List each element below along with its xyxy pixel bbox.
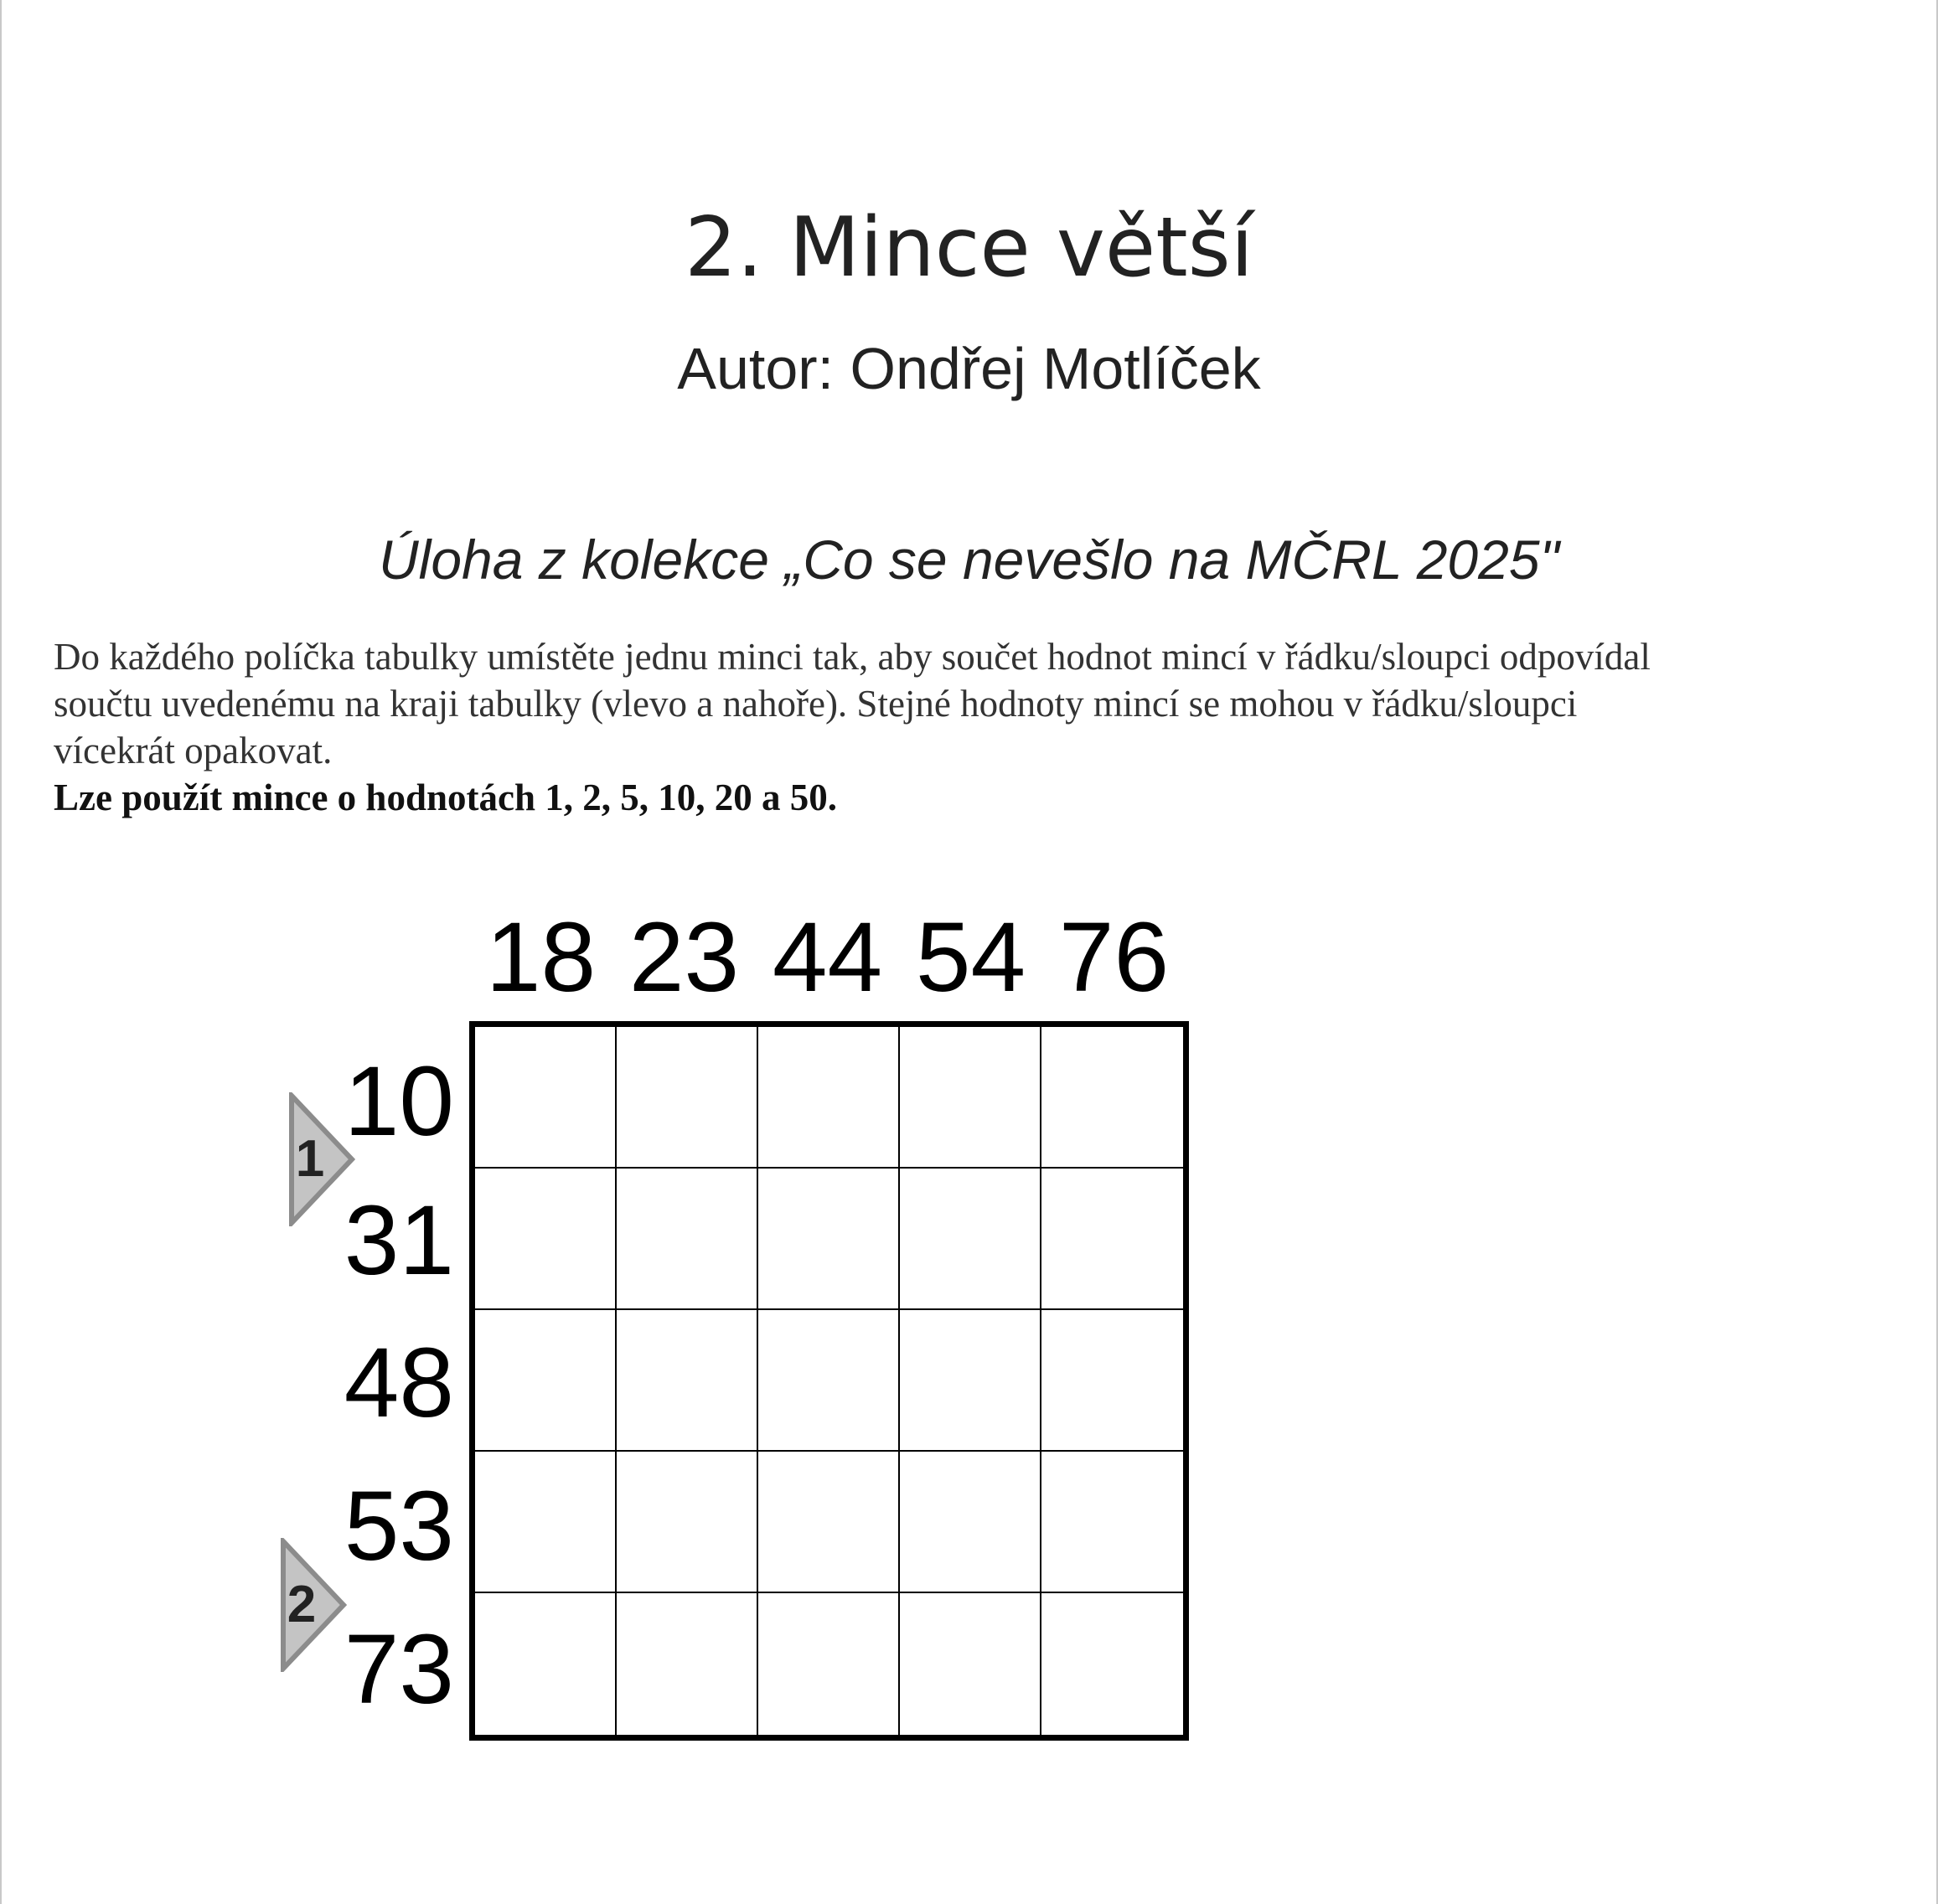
puzzle-title: 2. Mince větší xyxy=(685,200,1253,296)
grid-cell[interactable] xyxy=(475,1310,617,1452)
row-clue-5: 73 xyxy=(344,1614,454,1725)
instructions xyxy=(54,633,1897,821)
instructions-coin-rule: Lze použít mince o hodnotách 1, 2, 5, 10, 20 a 50. xyxy=(54,777,838,818)
grid-cell[interactable] xyxy=(617,1452,758,1593)
row-clue-4: 53 xyxy=(344,1471,454,1582)
grid-cell[interactable] xyxy=(900,1310,1041,1452)
grid-cell[interactable] xyxy=(475,1452,617,1593)
instructions-line-1: Do každého políčka tabulky umístěte jednu minci tak, aby součet hodnot mincí v řádku/sloupci odpovídal xyxy=(54,636,1651,678)
grid-cell[interactable] xyxy=(758,1310,900,1452)
grid-cell[interactable] xyxy=(617,1027,758,1169)
instructions-line-3: vícekrát opakovat. xyxy=(54,730,333,771)
puzzle-author: Autor: Ondřej Motlíček xyxy=(677,336,1261,401)
row-marker-2 xyxy=(280,1538,347,1672)
row-clue-2: 31 xyxy=(344,1185,454,1296)
grid-cell[interactable] xyxy=(617,1310,758,1452)
collection-caption: Úloha z kolekce „Co se nevešlo na MČRL 2025" xyxy=(379,529,1559,591)
puzzle-grid xyxy=(469,1021,1189,1741)
grid-cell[interactable] xyxy=(1041,1452,1183,1593)
grid-cell[interactable] xyxy=(900,1593,1041,1735)
grid-cell[interactable] xyxy=(617,1169,758,1310)
instructions-line-2: součtu uvedenému na kraji tabulky (vlevo a nahoře). Stejné hodnoty mincí se mohou v řádku/sloupci xyxy=(54,683,1578,725)
grid-cell[interactable] xyxy=(758,1593,900,1735)
column-clue-1: 18 xyxy=(485,902,597,1013)
column-clue-5: 76 xyxy=(1058,902,1170,1013)
grid-cell[interactable] xyxy=(475,1593,617,1735)
grid-cell[interactable] xyxy=(1041,1593,1183,1735)
row-marker-1 xyxy=(288,1092,355,1226)
row-marker-1-label: 1 xyxy=(295,1130,325,1188)
column-clue-3: 44 xyxy=(772,902,883,1013)
grid-cell[interactable] xyxy=(900,1452,1041,1593)
grid-cell[interactable] xyxy=(900,1027,1041,1169)
row-clue-3: 48 xyxy=(344,1328,454,1438)
column-clue-4: 54 xyxy=(915,902,1026,1013)
grid-cell[interactable] xyxy=(758,1027,900,1169)
grid-cell[interactable] xyxy=(1041,1310,1183,1452)
grid-cell[interactable] xyxy=(758,1169,900,1310)
row-clue-1: 10 xyxy=(344,1046,454,1157)
row-marker-2-label: 2 xyxy=(287,1576,317,1633)
grid-cell[interactable] xyxy=(1041,1169,1183,1310)
grid-cell[interactable] xyxy=(617,1593,758,1735)
grid-cell[interactable] xyxy=(1041,1027,1183,1169)
grid-cell[interactable] xyxy=(475,1169,617,1310)
grid-cell[interactable] xyxy=(900,1169,1041,1310)
grid-cell[interactable] xyxy=(475,1027,617,1169)
column-clue-2: 23 xyxy=(628,902,740,1013)
grid-cell[interactable] xyxy=(758,1452,900,1593)
